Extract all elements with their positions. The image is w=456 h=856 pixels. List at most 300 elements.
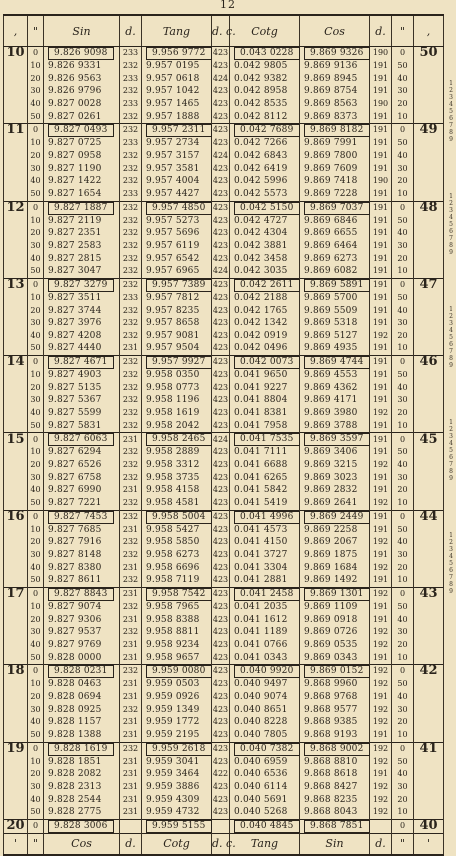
seconds-right-cell: 0 [392,278,414,292]
table-row [4,369,444,382]
degree-cell [4,794,28,807]
degree-cell: 12 [4,201,28,215]
tang-cell: 9.957 6542 [142,253,212,266]
seconds-cell: 50 [28,497,44,510]
common-diff-cell: 423 [212,188,230,201]
sin-cell: 9.828 2313 [44,781,120,794]
seconds-cell: 0 [28,433,44,447]
sin-cell: 9.828 0463 [44,678,120,691]
table-row [4,420,444,433]
table-row [4,85,444,98]
header-sin: Sin [44,15,120,47]
seconds-right-cell: 30 [392,317,414,330]
common-diff-cell: 423 [212,317,230,330]
footer-cos: Cos [44,833,120,855]
tang-cell: 9.958 0350 [142,369,212,382]
margin-digit: 4 [449,440,453,447]
sin-cell [44,201,120,215]
seconds-cell: 40 [28,562,44,575]
sin-cell: 9.827 1190 [44,163,120,176]
cotg-cell: 0.041 5842 [230,484,300,497]
cos-diff-cell: 191 [370,574,392,587]
degree-right-cell [414,73,444,86]
sin-cell [44,587,120,601]
cos-cell: 9.869 3406 [300,446,370,459]
cos-diff-cell: 191 [370,73,392,86]
common-diff-cell: 423 [212,601,230,614]
seconds-cell: 0 [28,819,44,833]
cotg-cell: 0.041 3304 [230,562,300,575]
boxed-value: 0.043 0228 [234,47,300,60]
cos-cell: 9.869 6846 [300,215,370,228]
margin-digit: 6 [449,567,453,574]
cotg-cell: 0.040 6114 [230,781,300,794]
cos-cell [300,433,370,447]
cos-diff-cell: 191 [370,124,392,138]
tang-cell: 9.957 1042 [142,85,212,98]
sin-cell: 9.827 1654 [44,188,120,201]
seconds-right-cell: 20 [392,484,414,497]
boxed-value: 9.868 9002 [304,743,370,756]
sin-diff-cell: 232 [120,536,142,549]
table-row [4,691,444,704]
cotg-cell: 0.041 2881 [230,574,300,587]
common-diff-cell: 423 [212,510,230,524]
sin-diff-cell: 231 [120,678,142,691]
tang-cell: 9.957 3581 [142,163,212,176]
degree-cell [4,215,28,228]
degree-cell: 17 [4,587,28,601]
cos-cell: 9.868 9960 [300,678,370,691]
page-number: 12 [220,0,236,11]
cos-cell: 9.869 1492 [300,574,370,587]
cos-cell: 9.869 3215 [300,459,370,472]
boxed-value: 9.959 2618 [146,743,212,756]
seconds-cell: 50 [28,342,44,355]
sin-cell: 9.827 5135 [44,382,120,395]
header-min: , [4,15,28,47]
sin-diff-cell: 231 [120,639,142,652]
common-diff-cell: 423 [212,137,230,150]
cos-diff-cell: 192 [370,562,392,575]
seconds-right-cell: 20 [392,794,414,807]
cotg-cell: 0.041 8381 [230,407,300,420]
seconds-right-cell: 20 [392,639,414,652]
common-diff-cell: 423 [212,626,230,639]
seconds-right-cell: 40 [392,227,414,240]
cos-cell: 9.868 9768 [300,691,370,704]
degree-right-cell [414,756,444,769]
seconds-right-cell: 40 [392,691,414,704]
cos-cell: 9.869 0343 [300,652,370,665]
seconds-right-cell: 10 [392,729,414,742]
cos-cell: 9.869 1684 [300,562,370,575]
margin-digit: 5 [449,560,453,567]
table-row [4,188,444,201]
degree-cell [4,536,28,549]
seconds-cell: 40 [28,484,44,497]
footer-min: ' [4,833,28,855]
cos-diff-cell: 192 [370,781,392,794]
sin-cell: 9.827 4208 [44,330,120,343]
degree-cell [4,781,28,794]
seconds-cell: 10 [28,446,44,459]
margin-digit-group [446,419,456,482]
cos-cell: 9.869 2258 [300,524,370,537]
common-diff-cell [212,819,230,833]
sin-diff-cell: 232 [120,175,142,188]
common-diff-cell: 423 [212,574,230,587]
table-row [4,317,444,330]
boxed-value: 9.828 0231 [48,665,114,678]
sin-cell: 9.827 2351 [44,227,120,240]
common-diff-cell: 423 [212,85,230,98]
boxed-value: 9.827 1887 [48,202,114,215]
table-row [4,253,444,266]
sin-diff-cell: 232 [120,317,142,330]
common-diff-cell: 423 [212,420,230,433]
degree-right-cell: 40 [414,819,444,833]
degree-cell [4,253,28,266]
table-row [4,574,444,587]
header-cos: Cos [300,15,370,47]
cotg-cell: 0.041 6688 [230,459,300,472]
table-row [4,510,444,524]
common-diff-cell: 423 [212,756,230,769]
seconds-right-cell: 50 [392,756,414,769]
boxed-value: 9.826 9098 [48,47,114,60]
tang-cell [142,742,212,756]
tang-cell: 9.959 0926 [142,691,212,704]
sin-cell: 9.827 7916 [44,536,120,549]
header-cotg: Cotg [230,15,300,47]
cotg-cell: 0.042 3035 [230,265,300,278]
seconds-cell: 10 [28,137,44,150]
cos-cell [300,356,370,370]
sin-diff-cell: 231 [120,587,142,601]
sin-diff-cell: 232 [120,407,142,420]
sin-diff-cell: 232 [120,305,142,318]
cos-cell: 9.869 5700 [300,292,370,305]
tang-cell: 9.957 3157 [142,150,212,163]
seconds-right-cell: 20 [392,175,414,188]
common-diff-cell: 424 [212,265,230,278]
cos-diff-cell: 190 [370,98,392,111]
seconds-cell: 10 [28,60,44,73]
sin-diff-cell: 232 [120,394,142,407]
header-sec: " [28,15,44,47]
seconds-right-cell: 40 [392,459,414,472]
common-diff-cell: 423 [212,356,230,370]
margin-digit: 9 [449,249,453,256]
tang-cell [142,510,212,524]
degree-right-cell [414,330,444,343]
tang-cell [142,201,212,215]
seconds-cell: 20 [28,459,44,472]
footer-sin: Sin [300,833,370,855]
cos-cell: 9.869 8945 [300,73,370,86]
sin-cell [44,819,120,833]
cos-diff-cell: 191 [370,137,392,150]
tang-cell: 9.959 2195 [142,729,212,742]
margin-digit: 3 [449,433,453,440]
seconds-right-cell: 30 [392,240,414,253]
seconds-cell: 10 [28,215,44,228]
common-diff-cell: 423 [212,330,230,343]
sin-cell: 9.827 3976 [44,317,120,330]
seconds-right-cell: 40 [392,382,414,395]
seconds-cell: 10 [28,601,44,614]
sin-cell: 9.827 3511 [44,292,120,305]
table-row [4,240,444,253]
degree-cell [4,382,28,395]
sin-diff-cell: 232 [120,253,142,266]
common-diff-cell: 423 [212,124,230,138]
seconds-cell: 50 [28,265,44,278]
sin-diff-cell: 232 [120,356,142,370]
degree-cell [4,614,28,627]
degree-right-cell [414,215,444,228]
cos-diff-cell: 191 [370,60,392,73]
sin-diff-cell: 232 [120,549,142,562]
cos-cell [300,665,370,679]
cos-diff-cell: 191 [370,188,392,201]
margin-digit: 8 [449,242,453,249]
seconds-right-cell: 40 [392,150,414,163]
seconds-cell: 0 [28,356,44,370]
cos-cell [300,47,370,61]
header-dc: d. c. [212,15,230,47]
cos-cell: 9.869 2067 [300,536,370,549]
degree-right-cell [414,317,444,330]
cos-diff-cell: 191 [370,278,392,292]
seconds-right-cell: 40 [392,614,414,627]
degree-cell: 19 [4,742,28,756]
boxed-value: 9.957 4850 [146,202,212,215]
table-row [4,459,444,472]
tang-cell: 9.959 4732 [142,806,212,819]
tang-cell: 9.957 0195 [142,60,212,73]
cos-diff-cell: 190 [370,175,392,188]
cotg-cell [230,278,300,292]
sin-diff-cell: 233 [120,98,142,111]
degree-cell [4,330,28,343]
sin-diff-cell: 232 [120,510,142,524]
sin-diff-cell: 232 [120,265,142,278]
seconds-right-cell: 40 [392,73,414,86]
cotg-cell: 0.040 8228 [230,716,300,729]
cotg-cell [230,356,300,370]
degree-right-cell: 44 [414,510,444,524]
cos-diff-cell: 191 [370,292,392,305]
boxed-value: 9.956 9772 [146,47,212,60]
tang-cell [142,124,212,138]
cotg-cell: 0.042 0919 [230,330,300,343]
common-diff-cell: 423 [212,524,230,537]
sin-cell: 9.827 6526 [44,459,120,472]
degree-right-cell [414,407,444,420]
common-diff-cell: 423 [212,704,230,717]
cos-cell: 9.869 7418 [300,175,370,188]
tang-cell: 9.959 4309 [142,794,212,807]
seconds-cell: 20 [28,768,44,781]
table-row [4,678,444,691]
margin-digit: 9 [449,136,453,143]
cos-diff-cell: 191 [370,691,392,704]
common-diff-cell: 424 [212,433,230,447]
tang-cell: 9.958 6273 [142,549,212,562]
footer-sec-right: " [392,833,414,855]
margin-digit: 2 [449,87,453,94]
tang-cell [142,47,212,61]
common-diff-cell: 422 [212,768,230,781]
tang-cell [142,665,212,679]
margin-digit: 9 [449,588,453,595]
margin-digit: 4 [449,214,453,221]
degree-cell: 14 [4,356,28,370]
boxed-value: 9.827 0493 [48,124,114,137]
seconds-cell: 40 [28,98,44,111]
table-row [4,382,444,395]
degree-right-cell [414,240,444,253]
degree-cell [4,175,28,188]
tang-cell: 9.957 8235 [142,305,212,318]
seconds-cell: 20 [28,73,44,86]
footer-min-right: ' [414,833,444,855]
tang-cell: 9.958 4581 [142,497,212,510]
tang-cell: 9.957 2734 [142,137,212,150]
degree-right-cell [414,549,444,562]
cos-cell: 9.869 5509 [300,305,370,318]
cotg-cell: 0.041 0343 [230,652,300,665]
common-diff-cell: 424 [212,73,230,86]
cos-cell: 9.869 0726 [300,626,370,639]
common-diff-cell: 423 [212,691,230,704]
degree-cell [4,407,28,420]
margin-digit-group [446,80,456,143]
sin-diff-cell: 231 [120,652,142,665]
margin-digit: 8 [449,129,453,136]
tang-cell: 9.958 8811 [142,626,212,639]
table-row [4,626,444,639]
table-row [4,472,444,485]
degree-cell: 10 [4,47,28,61]
sin-diff-cell: 232 [120,626,142,639]
margin-digit: 2 [449,313,453,320]
cos-cell: 9.869 7609 [300,163,370,176]
common-diff-cell: 423 [212,665,230,679]
sin-cell: 9.827 9537 [44,626,120,639]
degree-cell [4,704,28,717]
sin-diff-cell: 232 [120,472,142,485]
seconds-right-cell: 50 [392,292,414,305]
common-diff-cell: 423 [212,678,230,691]
boxed-value: 9.828 3006 [48,820,114,833]
seconds-right-cell: 0 [392,587,414,601]
margin-digit: 2 [449,426,453,433]
table-row [4,175,444,188]
header-row [4,15,444,47]
cos-cell: 9.868 8810 [300,756,370,769]
sin-cell: 9.827 6990 [44,484,120,497]
margin-digit: 7 [449,122,453,129]
table-row [4,601,444,614]
degree-cell [4,484,28,497]
sin-diff-cell: 232 [120,574,142,587]
degree-cell [4,459,28,472]
sin-diff-cell: 232 [120,665,142,679]
degree-right-cell [414,562,444,575]
degree-right-cell [414,369,444,382]
log-trig-table [3,14,444,856]
seconds-right-cell: 20 [392,330,414,343]
boxed-value: 9.827 4671 [48,356,114,369]
common-diff-cell: 423 [212,639,230,652]
degree-cell [4,420,28,433]
cos-cell [300,124,370,138]
cos-cell: 9.868 8235 [300,794,370,807]
table-row [4,47,444,61]
sin-diff-cell: 232 [120,742,142,756]
tang-cell: 9.957 9504 [142,342,212,355]
sin-cell: 9.827 5831 [44,420,120,433]
cos-diff-cell: 192 [370,794,392,807]
table-row [4,407,444,420]
degree-right-cell [414,678,444,691]
seconds-right-cell: 50 [392,60,414,73]
cotg-cell [230,587,300,601]
cos-diff-cell: 191 [370,433,392,447]
margin-digit: 3 [449,546,453,553]
sin-diff-cell: 232 [120,215,142,228]
degree-cell [4,60,28,73]
table-row [4,292,444,305]
tang-cell: 9.958 9234 [142,639,212,652]
sin-cell: 9.827 9306 [44,614,120,627]
degree-cell [4,678,28,691]
tang-cell: 9.958 2889 [142,446,212,459]
tang-cell: 9.957 1888 [142,111,212,124]
cos-cell: 9.868 8618 [300,768,370,781]
cos-diff-cell: 191 [370,420,392,433]
tang-cell: 9.958 3735 [142,472,212,485]
degree-right-cell [414,601,444,614]
margin-digit: 9 [449,362,453,369]
cos-diff-cell: 192 [370,459,392,472]
boxed-value: 0.042 0073 [234,356,300,369]
sin-diff-cell: 231 [120,562,142,575]
tang-cell: 9.958 7965 [142,601,212,614]
seconds-right-cell: 0 [392,742,414,756]
cotg-cell: 0.042 6419 [230,163,300,176]
tang-cell: 9.959 3886 [142,781,212,794]
sin-diff-cell: 231 [120,716,142,729]
cotg-cell: 0.040 7805 [230,729,300,742]
degree-right-cell [414,716,444,729]
seconds-cell: 50 [28,188,44,201]
tang-cell: 9.958 7119 [142,574,212,587]
common-diff-cell: 423 [212,587,230,601]
boxed-value: 9.958 2465 [146,433,212,446]
boxed-value: 9.827 7453 [48,511,114,524]
boxed-value: 9.959 0080 [146,665,212,678]
margin-digit: 9 [449,475,453,482]
sin-cell: 9.826 9796 [44,85,120,98]
cos-diff-cell: 191 [370,150,392,163]
degree-cell [4,524,28,537]
table-row [4,446,444,459]
sin-cell: 9.827 2119 [44,215,120,228]
